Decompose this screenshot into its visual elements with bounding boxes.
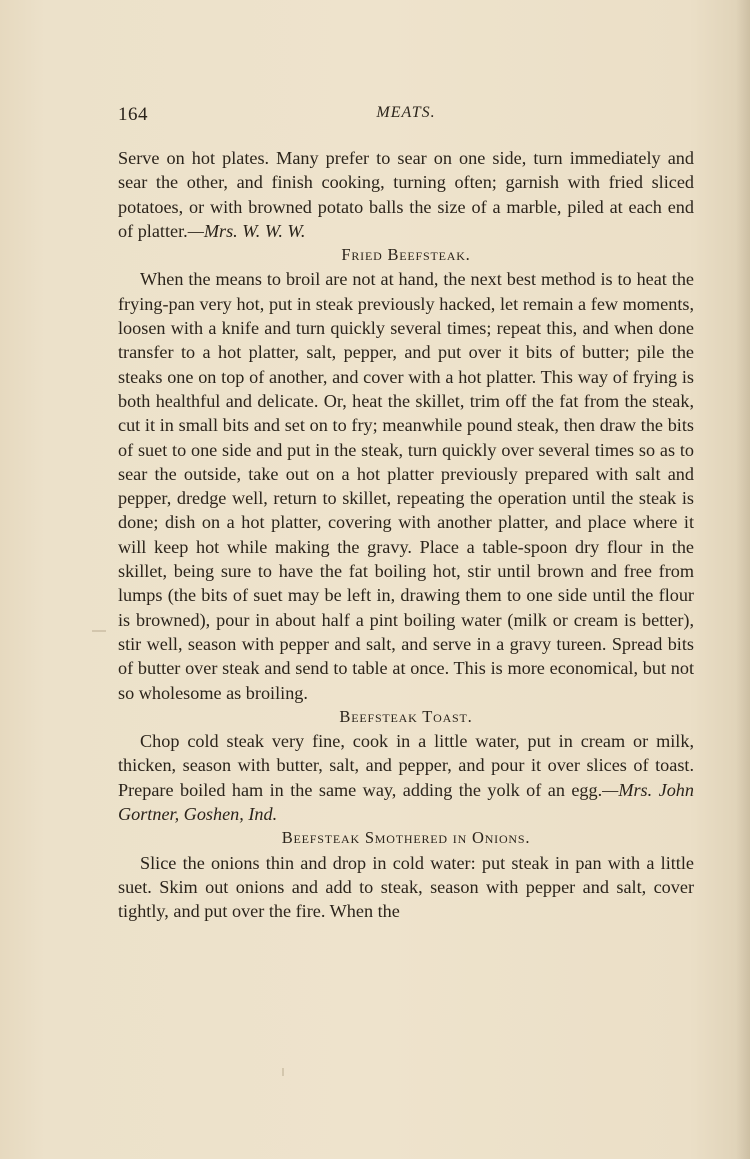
running-title: MEATS. [376, 104, 436, 121]
intro-paragraph [118, 146, 694, 243]
intro-text: Serve on hot plates. Many prefer to sear on one side, turn immediately and sear the other, and finish cooking, turning often; garnish with fried sliced potatoes, or with browned potato balls the size of a marble, piled at each end of platter. [118, 148, 694, 241]
paragraph-fried-beefsteak [118, 267, 694, 704]
paragraph-beefsteak-toast [118, 729, 694, 826]
running-head [118, 104, 694, 130]
intro-attribution: —Mrs. W. W. W. [187, 220, 306, 241]
heading-beefsteak-smothered: Beefsteak Smothered in Onions. [281, 828, 531, 848]
fried-beefsteak-text: When the means to broil are not at hand, the next best method is to heat the frying-pan very hot, put in steak previously hacked, let remain a few moments, loosen with a knife and turn quickly several times; repeat this, and when done transfer to a hot platter, salt, pepper, and put over it bits of butter; pile the steaks one on top of another, and cover with a hot platter. This way of frying is both healthful and delicate. Or, heat the skillet, trim off the fat from the steak, cut it in small bits and set on to fry; meanwhile pound steak, then draw the bits of suet to one side and put in the steak, turn quickly over several times so as to sear the outside, take out on a hot platter previously prepared with salt and pepper, dredge well, return to skillet, repeating the operation until the steak is done; dish on a hot platter, covering with another platter, and place where it will keep hot while making the gravy. Place a table-spoon dry flour in the skillet, being sure to have the fat boiling hot, stir until brown and free from lumps (the bits of suet may be left in, drawing them to one side until the flour is browned), pour in about half a pint boiling water (milk or cream is better), stir well, season with pepper and salt, and serve in a gravy tureen. Spread bits of butter over steak and send to table at once. This is more economical, but not so wholesome as broiling. [118, 269, 694, 703]
page-body [118, 146, 694, 924]
page-edge-shadow [736, 0, 750, 1159]
paragraph-beefsteak-smothered [118, 851, 694, 924]
margin-speck-left [92, 630, 106, 632]
beefsteak-toast-attribution: —Mrs. John Gortner, Goshen, Ind. [118, 779, 694, 825]
margin-speck-bottom [282, 1068, 284, 1076]
beefsteak-smothered-text: Slice the onions thin and drop in cold water: put steak in pan with a little suet. Skim out onions and add to steak, season with pepper and salt, cover tightly, and put over the fire. When the [118, 852, 694, 922]
heading-fried-beefsteak: Fried Beefsteak. [341, 245, 471, 265]
heading-beefsteak-toast: Beefsteak Toast. [339, 706, 473, 726]
beefsteak-toast-text: Chop cold steak very fine, cook in a little water, put in cream or milk, thicken, season with butter, salt, and pepper, and pour it over slices of toast. Prepare boiled ham in the same way, adding the yolk of an egg. [118, 731, 694, 800]
page-number: 164 [118, 104, 148, 125]
